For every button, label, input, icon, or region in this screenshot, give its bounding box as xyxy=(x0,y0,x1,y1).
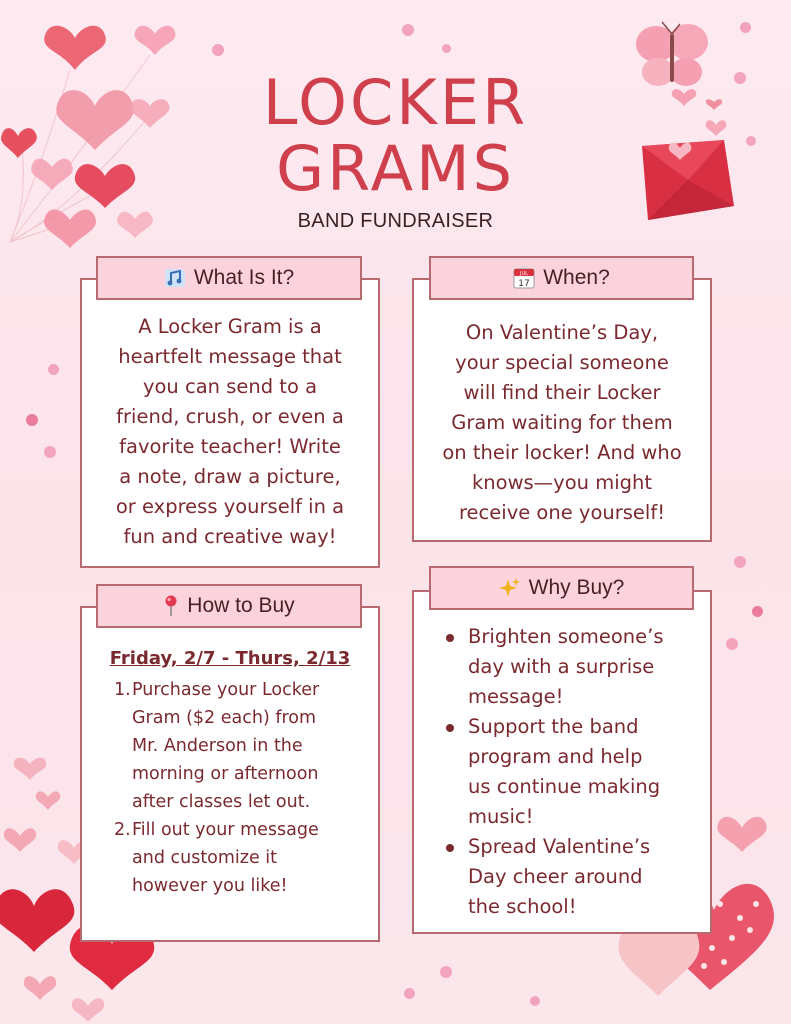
when-line: your special someone xyxy=(455,351,669,374)
when-line: On Valentine’s Day, xyxy=(465,321,659,344)
reason-line: day with a surprise xyxy=(468,655,655,678)
when-card-tab xyxy=(429,256,694,300)
step-line: Mr. Anderson in the xyxy=(132,736,303,756)
confetti-dot xyxy=(212,44,224,56)
confetti-dot xyxy=(726,638,738,650)
list-item xyxy=(96,816,364,900)
what-card-body xyxy=(92,312,368,552)
how-card-tab xyxy=(96,584,362,628)
pushpin-icon xyxy=(163,595,179,617)
calendar-month: JUL xyxy=(520,271,529,277)
step-line: Purchase your Locker xyxy=(132,680,320,700)
when-card-heading: When? xyxy=(543,266,610,289)
confetti-dot xyxy=(402,24,414,36)
what-line: you can send to a xyxy=(142,375,318,398)
sale-date-range: Friday, 2/7 - Thurs, 2/13 xyxy=(109,648,351,669)
page-title-line2: GRAMS xyxy=(276,132,515,205)
reason-line: Day cheer around xyxy=(468,865,643,888)
confetti-dot xyxy=(440,966,452,978)
reason-line: Brighten someone’s xyxy=(468,625,664,648)
step-line: and customize it xyxy=(132,848,278,868)
what-card-heading: What Is It? xyxy=(193,266,295,289)
what-line: fun and creative way! xyxy=(123,525,337,548)
what-line: A Locker Gram is a xyxy=(138,315,322,338)
calendar-icon xyxy=(513,267,535,289)
reasons-list xyxy=(442,622,704,922)
reason-line: the school! xyxy=(468,895,577,918)
list-item xyxy=(442,712,704,832)
reason-line: music! xyxy=(468,805,534,828)
step-number: 1. xyxy=(114,680,131,700)
confetti-dot xyxy=(442,44,451,53)
confetti-dot xyxy=(26,414,38,426)
when-card-body xyxy=(424,318,700,528)
purchase-steps xyxy=(96,676,364,900)
list-item xyxy=(442,832,704,922)
what-line: a note, draw a picture, xyxy=(119,465,341,488)
reason-line: program and help xyxy=(468,745,643,768)
page-subtitle: BAND FUNDRAISER xyxy=(297,210,494,232)
step-line: Gram ($2 each) from xyxy=(132,708,317,728)
when-line: will find their Locker xyxy=(463,381,661,404)
what-line: favorite teacher! Write xyxy=(119,435,341,458)
reason-line: us continue making xyxy=(468,775,661,798)
list-item xyxy=(442,622,704,712)
step-number: 2. xyxy=(114,820,131,840)
reason-line: Spread Valentine’s xyxy=(468,835,651,858)
when-line: receive one yourself! xyxy=(458,501,666,524)
sparkles-icon xyxy=(499,577,521,599)
confetti-dot xyxy=(404,988,415,999)
why-card-tab xyxy=(429,566,694,610)
bullet-icon xyxy=(446,844,454,852)
confetti-dot xyxy=(44,446,56,458)
bullet-icon xyxy=(446,634,454,642)
what-card-tab xyxy=(96,256,362,300)
confetti-dot xyxy=(530,996,540,1006)
confetti-dot xyxy=(740,22,751,33)
what-line: heartfelt message that xyxy=(118,345,342,368)
step-line: Fill out your message xyxy=(132,820,319,840)
step-line: morning or afternoon xyxy=(132,764,319,784)
what-line: friend, crush, or even a xyxy=(116,405,344,428)
how-card-heading: How to Buy xyxy=(187,594,295,617)
confetti-dot xyxy=(734,556,746,568)
when-line: on their locker! And who xyxy=(442,441,682,464)
step-line: after classes let out. xyxy=(132,792,311,812)
what-line: or express yourself in a xyxy=(115,495,345,518)
step-line: however you like! xyxy=(132,876,288,896)
confetti-dot xyxy=(48,364,59,375)
when-line: knows—you might xyxy=(471,471,652,494)
when-line: Gram waiting for them xyxy=(451,411,673,434)
music-notes-icon xyxy=(164,268,186,288)
bullet-icon xyxy=(446,724,454,732)
list-item xyxy=(96,676,364,816)
reason-line: message! xyxy=(468,685,564,708)
reason-line: Support the band xyxy=(468,715,639,738)
why-card-heading: Why Buy? xyxy=(528,576,625,599)
calendar-day: 17 xyxy=(518,279,530,289)
confetti-dot xyxy=(752,606,763,617)
page-title-line1: LOCKER xyxy=(262,66,529,139)
